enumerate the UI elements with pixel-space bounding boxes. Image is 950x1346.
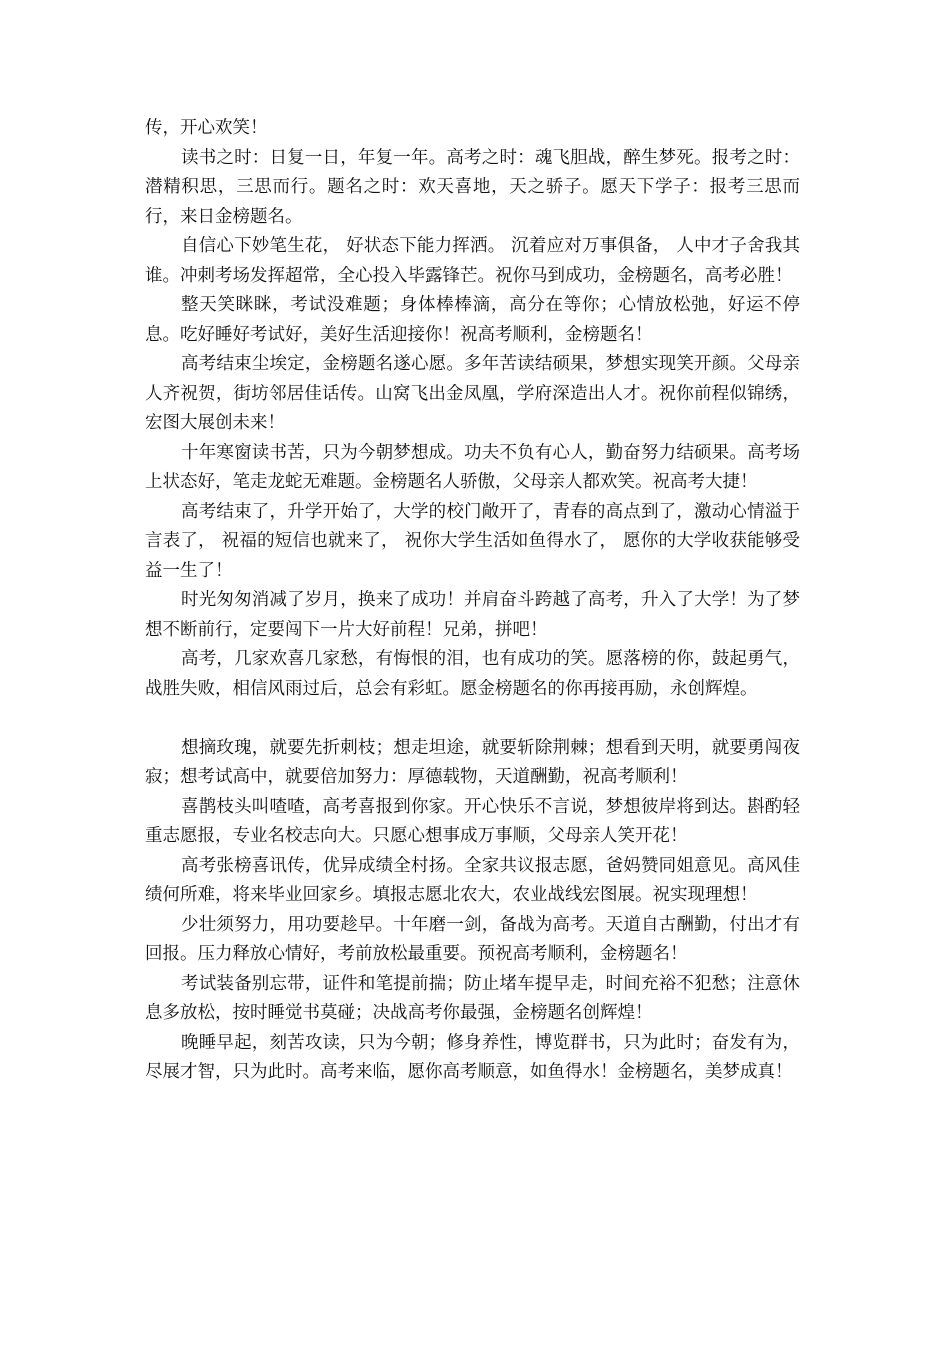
- document-body: [145, 114, 800, 1088]
- paragraph: 高考张榜喜讯传，优异成绩全村扬。全家共议报志愿，爸妈赞同姐意见。高风佳绩何所难，将来毕业回家乡。填报志愿北农大，农业战线宏图展。祝实现理想！: [145, 855, 800, 905]
- paragraph: 想摘玫瑰，就要先折刺枝；想走坦途，就要斩除荆棘；想看到天明，就要勇闯夜寂；想考试高中，就要倍加努力：厚德载物，天道酬勤，祝高考顺利！: [145, 737, 800, 787]
- paragraph: 高考结束了，升学开始了，大学的校门敞开了，青春的高点到了，激动心情溢于言表了， 祝福的短信也就来了， 祝你大学生活如鱼得水了， 愿你的大学收获能够受益一生了！: [145, 501, 800, 581]
- blank-line: [145, 704, 800, 734]
- paragraph: 整天笑眯眯，考试没难题；身体棒棒滴，高分在等你；心情放松弛，好运不停息。吃好睡好考试好，美好生活迎接你！祝高考顺利，金榜题名！: [145, 295, 800, 345]
- paragraph: 喜鹊枝头叫喳喳，高考喜报到你家。开心快乐不言说，梦想彼岸将到达。斟酌轻重志愿报，专业名校志向大。只愿心想事成万事顺，父母亲人笑开花！: [145, 796, 800, 846]
- paragraph: 自信心下妙笔生花， 好状态下能力挥洒。 沉着应对万事俱备， 人中才子舍我其谁。冲刺考场发挥超常，全心投入毕露锋芒。祝你马到成功，金榜题名，高考必胜！: [145, 236, 800, 286]
- paragraph: 时光匆匆消减了岁月，换来了成功！并肩奋斗跨越了高考，升入了大学！为了梦想不断前行，定要闯下一片大好前程！兄弟，拼吧！: [145, 590, 800, 640]
- paragraph: 考试装备别忘带，证件和笔提前揣；防止堵车提早走，时间充裕不犯愁；注意休息多放松，按时睡觉书莫碰；决战高考你最强，金榜题名创辉煌！: [145, 973, 800, 1023]
- paragraph: 高考结束尘埃定，金榜题名遂心愿。多年苦读结硕果，梦想实现笑开颜。父母亲人齐祝贺，街坊邻居佳话传。山窝飞出金凤凰，学府深造出人才。祝你前程似锦绣，宏图大展创未来！: [145, 354, 800, 433]
- paragraph: 晚睡早起，刻苦攻读，只为今朝；修身养性，博览群书，只为此时；奋发有为，尽展才智，只为此时。高考来临，愿你高考顺意，如鱼得水！金榜题名，美梦成真！: [145, 1032, 800, 1082]
- paragraph: 十年寒窗读书苦，只为今朝梦想成。功夫不负有心人，勤奋努力结硕果。高考场上状态好，笔走龙蛇无难题。金榜题名人骄傲，父母亲人都欢笑。祝高考大捷！: [145, 442, 800, 492]
- paragraph-continuation: 传，开心欢笑！: [145, 118, 268, 138]
- paragraph: 高考，几家欢喜几家愁，有悔恨的泪，也有成功的笑。愿落榜的你，鼓起勇气，战胜失败，相信风雨过后，总会有彩虹。愿金榜题名的你再接再励，永创辉煌。: [145, 649, 800, 699]
- paragraph: 少壮须努力，用功要趁早。十年磨一剑，备战为高考。天道自古酬勤，付出才有回报。压力释放心情好，考前放松最重要。预祝高考顺利，金榜题名！: [145, 914, 800, 964]
- paragraph: 读书之时：日复一日，年复一年。高考之时：魂飞胆战，醉生梦死。报考之时：潜精积思，三思而行。题名之时：欢天喜地，天之骄子。愿天下学子：报考三思而行，来日金榜题名。: [145, 147, 800, 227]
